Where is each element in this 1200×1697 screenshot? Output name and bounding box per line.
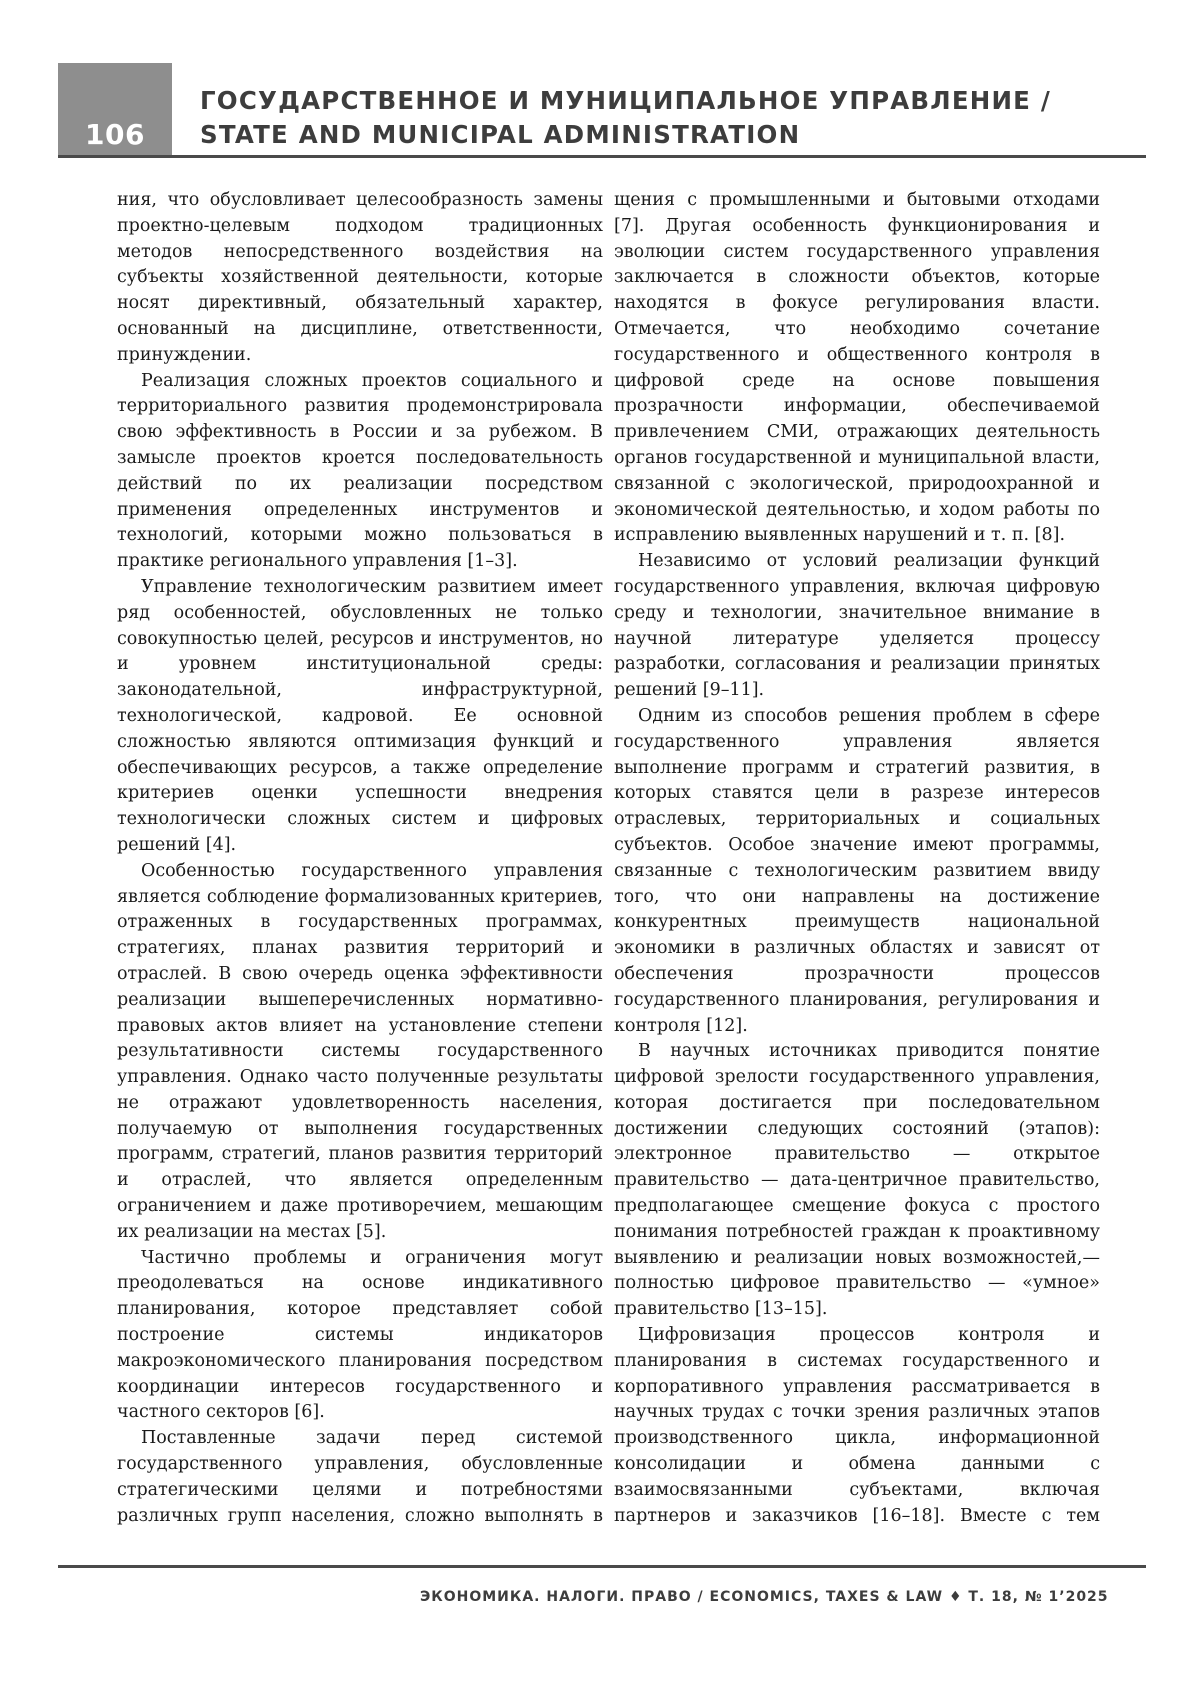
paragraph: Управление технологическим развитием имеет ряд особенностей, обусловленных не только совокупностью целей, ресурсов и инструментов, но и уровнем институциональной среды: законодательной, инфраструктурной, технологической, кадровой. Ее основной сложностью являются оптимизация функций и обеспечивающих ресурсов, а также определение критериев оценки успешности внедрения технологически сложных систем и цифровых решений [4]. <box>117 576 603 855</box>
paragraph: Независимо от условий реализации функций государственного управления, включая цифровую среду и технологии, значительное внимание в научной литературе уделяется процессу разработки, согласования и реализации принятых решений [9–11]. <box>614 551 1100 701</box>
paragraph: щения с промышленными и бытовыми отходами [7]. Другая особенность функционирования и эволюции систем государственного управления заключается в сложности объектов, которые находятся в фокусе регулирования власти. Отмечается, что необходимо сочетание государственного и общественного контроля в цифровой среде на основе повышения прозрачности информации, обеспечиваемой привлечением СМИ, отражающих деятельность органов государственной и муниципальной власти, связанной с экологической, природоохранной и экономической деятельностью, и ходом работы по исправлению выявленных нарушений и т. п. [8]. <box>614 190 1100 546</box>
paragraph: Особенностью государственного управления является соблюдение формализованных критериев, отраженных в государственных программах, стратегиях, планах развития территорий и отраслей. В свою очередь оценка эффективности реализации вышеперечисленных нормативно-правовых актов влияет на установление степени результативности системы государственного управления. Однако часто полученные результаты не отражают удовлетворенность населения, получаемую от выполнения государственных программ, стратегий, планов развития территорий и отраслей, что является определенным ограничением и даже противоречием, мешающим их реализации на местах [5]. <box>117 860 603 1242</box>
footer-rule <box>58 1565 1146 1568</box>
journal-footer: ЭКОНОМИКА. НАЛОГИ. ПРАВО / ECONOMICS, TAXES & LAW ♦ Т. 18, № 1’2025 <box>420 1589 1109 1605</box>
header-title-en: STATE AND MUNICIPAL ADMINISTRATION <box>200 120 801 149</box>
paragraph: Цифровизация процессов контроля и планирования в системах государственного и корпоративного управления рассматривается в научных трудах с точки зрения различных этапов производственного цикла, информационной консолидации и обмена данными с взаимосвязанными субъектами, включая партнеров и заказчиков [16–18]. Вместе с тем <box>614 1325 1100 1526</box>
paragraph: В научных источниках приводится понятие цифровой зрелости государственного управления, которая достигается при последовательном достижении следующих состояний (этапов): электронное правительство — открытое правительство — дата-центричное правительство, предполагающее смещение фокуса с простого понимания потребностей граждан к проактивному выявлению и реализации новых возможностей,— полностью цифровое правительство — «умное» правительство [13–15]. <box>614 1041 1100 1320</box>
running-header <box>200 84 1160 152</box>
right-column <box>614 188 1100 1528</box>
paragraph: Реализация сложных проектов социального и территориального развития продемонстрировала свою эффективность в России и за рубежом. В замысле проектов кроется последовательность действий по их реализации посредством применения определенных инструментов и технологий, которыми можно пользоваться в практике регионального управления [1–3]. <box>117 370 603 572</box>
paragraph: ния, что обусловливает целесообразность замены проектно-целевым подходом традиционных методов непосредственного воздействия на субъекты хозяйственной деятельности, которые носят директивный, обязательный характер, основанный на дисциплине, ответственности, принуждении. <box>117 190 603 365</box>
page-number: 106 <box>85 118 145 151</box>
left-column <box>117 188 603 1528</box>
paragraph: Поставленные задачи перед системой государственного управления, обусловленные стратегическими целями и потребностями различных групп населения, сложно выполнять в <box>117 1428 603 1526</box>
header-title-ru: ГОСУДАРСТВЕННОЕ И МУНИЦИПАЛЬНОЕ УПРАВЛЕНИЕ / <box>200 86 1051 115</box>
paragraph: Частично проблемы и ограничения могут преодолеваться на основе индикативного планирования, которое представляет собой построение системы индикаторов макроэкономического планирования посредством координации интересов государственного и частного секторов [6]. <box>117 1247 603 1423</box>
header-rule <box>58 155 1146 158</box>
paragraph: Одним из способов решения проблем в сфере государственного управления является выполнение программ и стратегий развития, в которых ставятся цели в разрезе интересов отраслевых, территориальных и социальных субъектов. Особое значение имеют программы, связанные с технологическим развитием ввиду того, что они направлены на достижение конкурентных преимуществ национальной экономики в различных областях и зависят от обеспечения прозрачности процессов государственного планирования, регулирования и контроля [12]. <box>614 705 1100 1036</box>
